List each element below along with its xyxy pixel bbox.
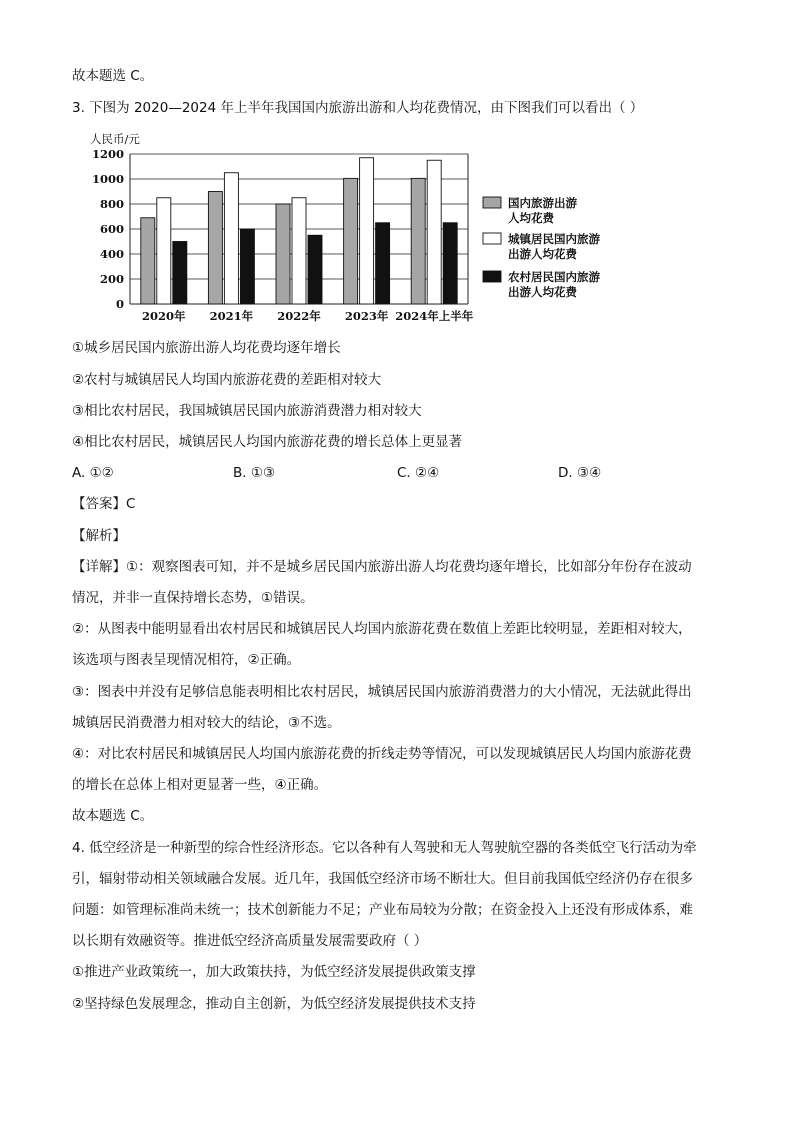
bar bbox=[173, 242, 187, 305]
bar bbox=[344, 178, 358, 304]
analysis-label: 【解析】 bbox=[72, 528, 126, 544]
option-a: A. ①② bbox=[72, 465, 114, 481]
text-line: 故本题选 C。 bbox=[72, 808, 154, 824]
legend-label: 国内旅游出游 bbox=[508, 196, 577, 210]
question-4-stem: 4. 低空经济是一种新型的综合性经济形态。它以各种有人驾驶和无人驾驶航空器的各类低空飞行活动为牵 bbox=[72, 840, 697, 856]
statement-2: ②农村与城镇居民人均国内旅游花费的差距相对较大 bbox=[72, 372, 382, 388]
question-4-statement-2: ②坚持绿色发展理念，推动自主创新，为低空经济发展提供技术支持 bbox=[72, 996, 476, 1012]
y-tick-label: 600 bbox=[99, 222, 124, 236]
bar bbox=[292, 198, 306, 304]
y-tick-label: 1000 bbox=[91, 172, 124, 186]
x-tick-label: 2023年 bbox=[344, 309, 389, 323]
legend-label: 出游人均花费 bbox=[508, 285, 577, 299]
bar bbox=[427, 160, 441, 304]
bar-chart bbox=[70, 128, 630, 328]
detail-line: 【详解】①：观察图表可知，并不是城乡居民国内旅游出游人均花费均逐年增长，比如部分年份存在波动 bbox=[72, 559, 692, 575]
legend-label: 城镇居民国内旅游 bbox=[508, 232, 600, 246]
option-b: B. ①③ bbox=[233, 465, 276, 481]
bar bbox=[443, 223, 457, 304]
x-tick-label: 2021年 bbox=[209, 309, 254, 323]
detail-line: ②：从图表中能明显看出农村居民和城镇居民人均国内旅游花费在数值上差距比较明显，差距相对较大， bbox=[72, 621, 692, 637]
bar bbox=[141, 218, 155, 304]
legend-label: 人均花费 bbox=[508, 211, 554, 225]
detail-line: ③：图表中并没有足够信息能表明相比农村居民，城镇居民国内旅游消费潜力的大小情况，无法就此得出 bbox=[72, 684, 692, 700]
detail-line: 城镇居民消费潜力相对较大的结论，③不选。 bbox=[72, 715, 341, 731]
answer-label: 【答案】C bbox=[72, 496, 136, 512]
y-tick-label: 800 bbox=[99, 197, 124, 211]
y-tick-label: 0 bbox=[115, 297, 124, 311]
bar bbox=[276, 204, 290, 304]
detail-line: 的增长在总体上相对更显著一些，④正确。 bbox=[72, 777, 328, 793]
question-3-stem: 3. 下图为 2020—2024 年上半年我国国内旅游出游和人均花费情况，由下图我们可以看出（ ） bbox=[72, 100, 644, 116]
y-tick-label: 400 bbox=[99, 247, 124, 261]
detail-line: ④：对比农村居民和城镇居民人均国内旅游花费的折线走势等情况，可以发现城镇居民人均国内旅游花费 bbox=[72, 746, 692, 762]
question-4-stem: 问题：如管理标准尚未统一；技术创新能力不足；产业布局较为分散；在资金投入上还没有形成体系，难 bbox=[72, 902, 693, 918]
x-tick-label: 2020年 bbox=[142, 309, 186, 323]
bar bbox=[308, 235, 322, 304]
option-d: D. ③④ bbox=[558, 465, 602, 481]
bar bbox=[411, 178, 425, 304]
detail-line: 情况，并非一直保持增长态势，①错误。 bbox=[72, 590, 314, 606]
legend-label: 出游人均花费 bbox=[508, 247, 577, 261]
question-4-stem: 引，辐射带动相关领域融合发展。近几年，我国低空经济市场不断壮大。但目前我国低空经济仍存在很多 bbox=[72, 871, 693, 887]
legend-swatch bbox=[483, 271, 501, 282]
bar bbox=[157, 198, 171, 304]
option-c: C. ②④ bbox=[397, 465, 440, 481]
statement-3: ③相比农村居民，我国城镇居民国内旅游消费潜力相对较大 bbox=[72, 403, 422, 419]
y-axis-label: 人民币/元 bbox=[90, 132, 140, 146]
legend-swatch bbox=[483, 197, 501, 208]
legend-label: 农村居民国内旅游 bbox=[508, 270, 600, 284]
bar bbox=[376, 223, 390, 304]
bar bbox=[360, 158, 374, 304]
statement-4: ④相比农村居民，城镇居民人均国内旅游花费的增长总体上更显著 bbox=[72, 434, 463, 450]
detail-line: 该选项与图表呈现情况相符，②正确。 bbox=[72, 652, 301, 668]
y-tick-label: 200 bbox=[99, 272, 124, 286]
question-4-stem: 以长期有效融资等。推进低空经济高质量发展需要政府（ ） bbox=[72, 933, 428, 949]
bar bbox=[208, 192, 222, 305]
text-line: 故本题选 C。 bbox=[72, 68, 154, 84]
x-tick-label: 2022年 bbox=[277, 309, 321, 323]
bar bbox=[224, 173, 238, 304]
bar bbox=[240, 229, 254, 304]
y-tick-label: 1200 bbox=[91, 147, 124, 161]
statement-1: ①城乡居民国内旅游出游人均花费均逐年增长 bbox=[72, 340, 341, 356]
question-4-statement-1: ①推进产业政策统一，加大政策扶持，为低空经济发展提供政策支撑 bbox=[72, 964, 476, 980]
x-tick-label: 2024年上半年 bbox=[395, 309, 474, 323]
legend-swatch bbox=[483, 233, 501, 244]
